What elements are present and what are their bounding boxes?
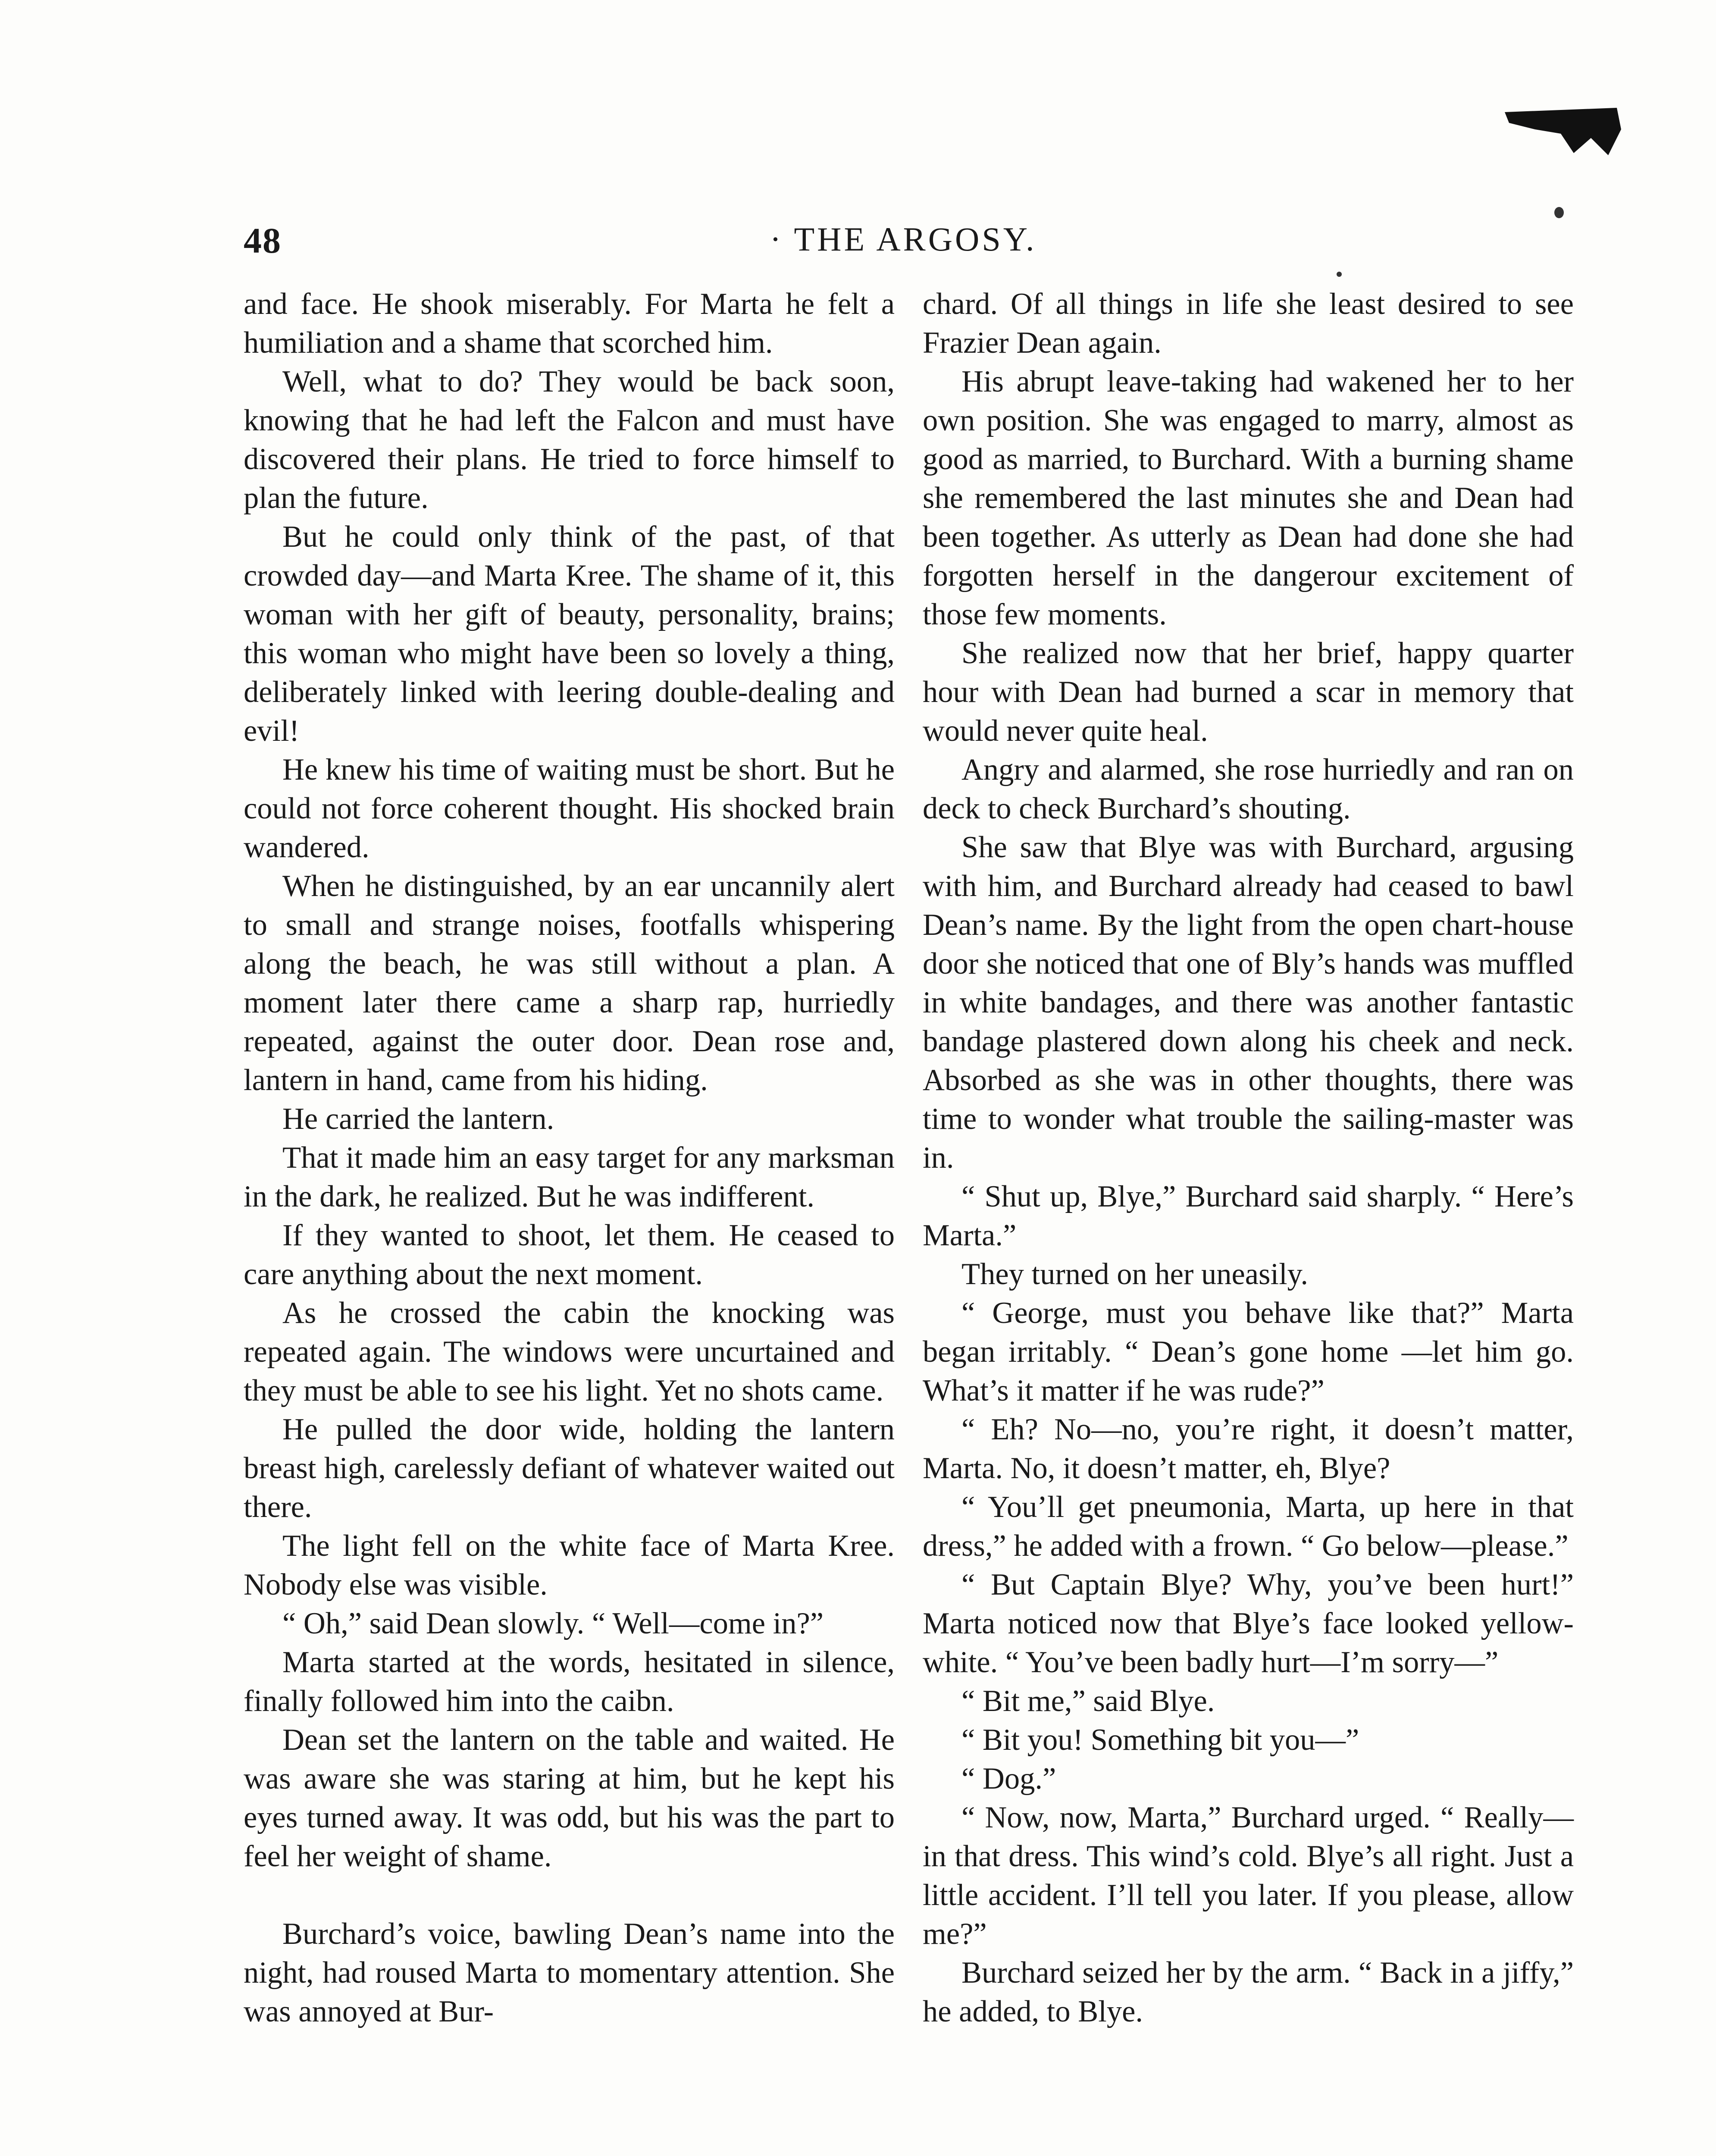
paragraph: But he could only think of the past, of that crowded day—and Marta Kree. The shame of it, this woman with her gift of beauty, personality, brains; this woman who might have been so lovely a thing, deliberately linked with leering double-dealing and evil! [244,520,895,748]
paragraph: “ Bit me,” said Blye. [961,1684,1215,1718]
paragraph: “ But Captain Blye? Why, you’ve been hurt!” Marta noticed now that Blye’s face looked yellow-white. “ You’ve been badly hurt—I’m sorry—” [923,1568,1574,1679]
scan-speck [1554,207,1564,218]
paragraph: He carried the lantern. [282,1102,554,1136]
paragraph: When he distinguished, by an ear uncannily alert to small and strange noises, footfalls whispering along the beach, he was still without a plan. A moment later there came a sharp rap, hurriedly repeated, against the outer door. Dean rose and, lantern in hand, came from his hiding. [244,869,895,1097]
paragraph: Well, what to do? They would be back soon, knowing that he had left the Falcon and must have discovered their plans. He tried to force himself to plan the future. [244,365,895,515]
paragraph: If they wanted to shoot, let them. He ceased to care anything about the next moment. [244,1219,895,1291]
page-header [244,220,1563,267]
paragraph: “ Now, now, Marta,” Burchard urged. “ Really—in that dress. This wind’s cold. Blye’s all right. Just a little accident. I’ll tell you later. If you please, allow me?” [923,1801,1574,1951]
paragraph: “ George, must you behave like that?” Marta began irritably. “ Dean’s gone home —let him go. What’s it matter if he was rude?” [923,1296,1574,1407]
left-text-column [244,285,895,2031]
scan-speck [1337,272,1342,277]
paragraph: “ Eh? No—no, you’re right, it doesn’t matter, Marta. No, it doesn’t matter, eh, Blye? [923,1413,1574,1485]
paragraph: His abrupt leave-taking had wakened her to her own position. She was engaged to marry, almost as good as married, to Burchard. With a burning shame she remembered the last minutes she and Dean had been together. As utterly as Dean had done she had forgotten herself in the dangerour excitement of those few moments. [923,365,1574,631]
ink-blot-corner-mark [1496,103,1625,160]
paragraph: “ Oh,” said Dean slowly. “ Well—come in?” [282,1607,824,1640]
paragraph: She realized now that her brief, happy quarter hour with Dean had burned a scar in memory that would never quite heal. [923,636,1574,748]
paragraph: As he crossed the cabin the knocking was repeated again. The windows were uncurtained and they must be able to see his light. Yet no shots came. [244,1296,895,1407]
paragraph: “ Dog.” [961,1762,1056,1796]
paragraph: Marta started at the words, hesitated in silence, finally followed him into the caibn. [244,1645,895,1718]
page-number: 48 [244,221,282,261]
paragraph: He knew his time of waiting must be short. But he could not force coherent thought. His shocked brain wandered. [244,753,895,864]
paragraph: and face. He shook miserably. For Marta he felt a humiliation and a shame that scorched him. [244,287,895,360]
paragraph: That it made him an easy target for any marksman in the dark, he realized. But he was indifferent. [244,1141,895,1213]
paragraph: She saw that Blye was with Burchard, argusing with him, and Burchard already had ceased to bawl Dean’s name. By the light from the open chart-house door she noticed that one of Bly’s hands was muffled in white bandages, and there was another fantastic bandage plastered down along his cheek and neck. Absorbed as she was in other thoughts, there was time to wonder what trouble the sailing-master was in. [923,830,1574,1175]
paragraph: “ You’ll get pneumonia, Marta, up here in that dress,” he added with a frown. “ Go below—please.” [923,1490,1574,1563]
paragraph: Angry and alarmed, she rose hurriedly and ran on deck to check Burchard’s shouting. [923,753,1574,825]
right-text-column [923,285,1574,2031]
running-title: · THE ARGOSY. [770,220,1037,258]
paragraph: Burchard’s voice, bawling Dean’s name into the night, had roused Marta to momentary attention. She was annoyed at Bur- [244,1917,895,2028]
paragraph: chard. Of all things in life she least desired to see Frazier Dean again. [923,287,1574,360]
paragraph: He pulled the door wide, holding the lantern breast high, carelessly defiant of whatever waited out there. [244,1413,895,1524]
paragraph: They turned on her uneasily. [961,1257,1308,1291]
paragraph: Dean set the lantern on the table and waited. He was aware she was staring at him, but he kept his eyes turned away. It was odd, but his was the part to feel her weight of shame. [244,1723,895,1873]
paragraph: “ Shut up, Blye,” Burchard said sharply. “ Here’s Marta.” [923,1180,1574,1252]
paragraph: Burchard seized her by the arm. “ Back in a jiffy,” he added, to Blye. [923,1956,1574,2028]
paragraph: “ Bit you! Something bit you—” [961,1723,1359,1757]
paragraph: The light fell on the white face of Marta Kree. Nobody else was visible. [244,1529,895,1601]
